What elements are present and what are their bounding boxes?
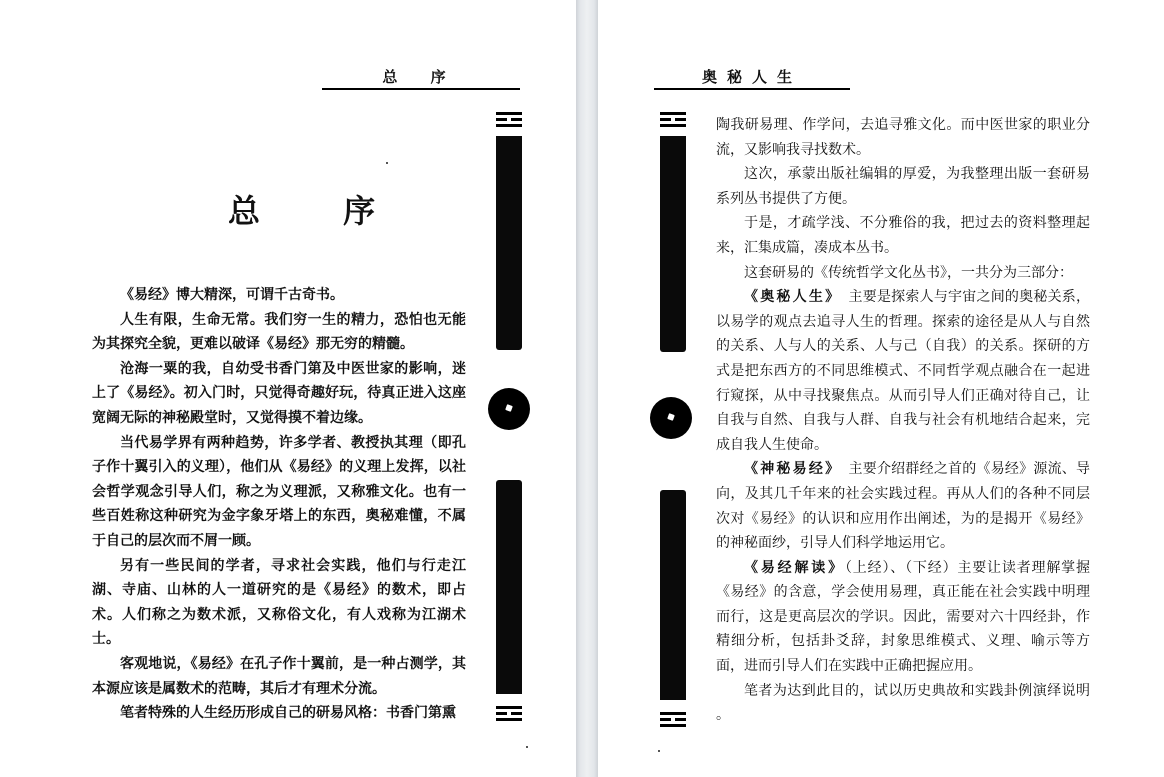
paragraph: 人生有限，生命无常。我们穷一生的精力，恐怕也无能为其探究全貌，更难以破译《易经》那无穷的精髓。 <box>92 311 466 353</box>
paragraph: 笔者为达到此目的，试以历史典故和实践卦例演绎说明 。 <box>716 682 1090 724</box>
ornament-bar-top <box>660 136 686 352</box>
trigram-bottom-icon <box>660 712 686 728</box>
trigram-top-icon <box>496 112 522 128</box>
paragraph: 客观地说，《易经》在孔子作十翼前，是一种占测学，其本源应该是属数术的范畴，其后才有理术分流。 <box>92 655 466 697</box>
book-title-term: 《易经解读》 <box>744 559 845 576</box>
speck <box>658 750 660 752</box>
left-running-head: 总 序 <box>322 68 520 90</box>
paragraph: 这套研易的《传统哲学文化丛书》，一共分为三部分： <box>744 264 1073 281</box>
ornament-bar-bottom <box>660 490 686 700</box>
yin-yang-disc-icon <box>488 388 530 430</box>
paragraph: 当代易学界有两种趋势，许多学者、教授执其理（即孔子作十翼引入的义理），他们从《易经》的义理上发挥，以社会哲学观念引导人们，称之为义理派，又称雅文化。也有一些百姓称这种研究为金字象牙塔上的东西，奥秘难懂，不属于自己的层次而不屑一顾。 <box>92 434 466 549</box>
page-title: 总 序 <box>228 192 412 230</box>
right-running-head: 奥秘人生 <box>654 68 850 90</box>
trigram-bottom-icon <box>496 706 522 722</box>
paragraph <box>716 285 1090 457</box>
ornament-bar-top <box>496 136 522 350</box>
paragraph <box>716 457 1090 555</box>
paragraph: 《易经》博大精深，可谓千古奇书。 <box>120 287 344 303</box>
left-body-text <box>92 283 466 726</box>
paragraph-text: （上经）、（下经）主要让读者理解掌握《易经》的含意，学会使用易理，真正能在社会实践中明理而行，这是更高层次的学识。因此，需要对六十四经卦，作精细分析，包括卦爻辞，封象思维模式、义理、喻示等方面，进而引导人们在实践中正确把握应用。 <box>716 559 1091 675</box>
yin-yang-disc-icon <box>650 397 692 439</box>
right-body-text <box>716 113 1090 728</box>
speck <box>526 746 528 748</box>
ornament-bar-bottom <box>496 480 522 694</box>
speck <box>386 162 388 164</box>
page-gutter <box>576 0 598 777</box>
paragraph-text: 主要是探索人与宇宙之间的奥秘关系，以易学的观点去追寻人生的哲理。探索的途径是从人与自然的关系、人与人的关系、人与己（自我）的关系。探研的方式是把东西方的不同思维模式、不同哲学观点融合在一起进行窥探，从中寻找聚焦点。从而引导人们正确对待自己，让自我与自然、自我与人群、自我与社会有机地结合起来，完成自我人生使命。 <box>716 289 1091 453</box>
book-title-term: 《奥秘人生》 <box>744 289 835 306</box>
paragraph: 笔者特殊的人生经历形成自己的研易风格：书香门第熏 <box>120 705 456 722</box>
right-page <box>598 0 1164 777</box>
paragraph: 陶我研易理、作学问，去追寻雅文化。而中医世家的职业分流，又影响我寻找数术。 <box>716 117 1090 158</box>
paragraph-text: 主要介绍群经之首的《易经》源流、导向，及其几千年来的社会实践过程。再从人们的各种不同层次对《易经》的认识和应用作出阐述，为的是揭开《易经》的神秘面纱，引导人们科学地运用它。 <box>716 461 1091 552</box>
left-page <box>0 0 576 777</box>
paragraph: 另有一些民间的学者，寻求社会实践，他们与行走江湖、寺庙、山林的人一道研究的是《易经》的数术，即占术。人们称之为数术派，又称俗文化，有人戏称为江湖术士。 <box>92 557 466 648</box>
paragraph: 于是，才疏学浅、不分雅俗的我，把过去的资料整理起来，汇集成篇，凑成本丛书。 <box>716 215 1090 256</box>
trigram-ornament <box>660 0 686 777</box>
book-title-term: 《神秘易经》 <box>744 461 835 478</box>
paragraph: 沧海一粟的我，自幼受书香门第及中医世家的影响，迷上了《易经》。初入门时，只觉得奇趣好玩，待真正进入这座宽阔无际的神秘殿堂时，又觉得摸不着边缘。 <box>92 360 466 426</box>
trigram-top-icon <box>660 112 686 128</box>
paragraph: 这次，承蒙出版社编辑的厚爱，为我整理出版一套研易系列丛书提供了方便。 <box>716 166 1090 207</box>
paragraph <box>716 556 1090 679</box>
